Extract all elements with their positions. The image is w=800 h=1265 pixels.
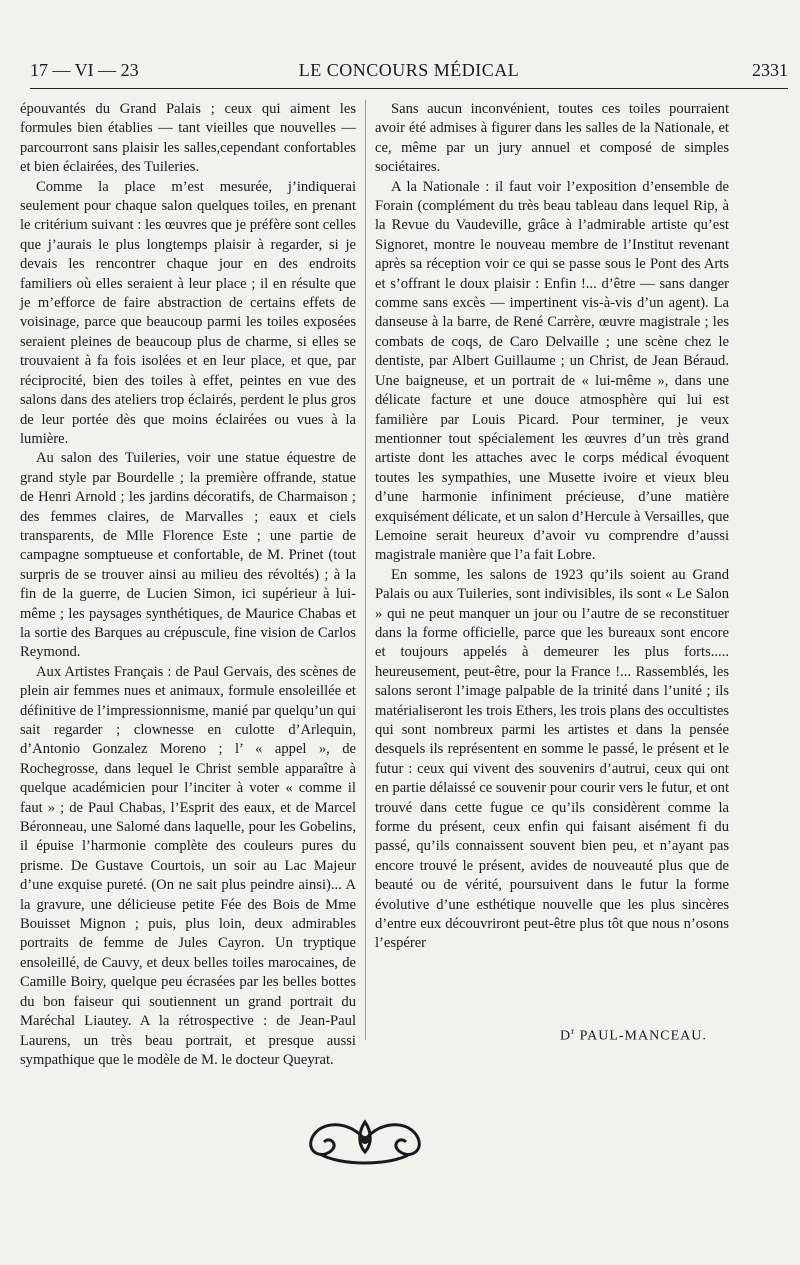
right-column <box>375 100 729 954</box>
paragraph: Au salon des Tuileries, voir une statue équestre de grand style par Bourdelle ; la première offrande, statue de Henri Arnold ; les jardins décoratifs, de Charmaison ; des femmes claires, de Marvalles ; eaux et ciels transparents, de Mlle Florence Este ; une partie de campagne somptueuse et confortable, de M. Prinet (tout surpris de se trouver ainsi au milieu des révoltés) ; à la fin de la guerre, de Lucien Simon, ici supérieur à lui-même ; les paysages synthétiques, de Maurice Chabas et la sortie des Barques au crépuscule, fine vision de Carlos Reymond. <box>20 450 356 661</box>
paragraph: Comme la place m’est mesurée, j’indiquerai seulement pour chaque salon quelques toiles, en prenant le critérium suivant : les œuvres que je préfère sont celles que j’aurais le plus longtemps plaisir à regarder, si je devais les rencontrer chaque jour en des endroits familiers où elles seraient à leur place ; il en résulte que je m’efforce de faire abstraction de certains effets de voisinage, parce que beaucoup parmi les toiles exposées seraient pleines de beaucoup plus de charme, si elles se trouvaient à fa fois isolées et en leur place, et que, par réciprocité, bien des toiles à effet, peintes en vue des salons dans des ateliers trop éclairés, perdent le plus gros de leur portée dès que moins éclairées ou vues à la lumière. <box>20 178 356 447</box>
paragraph: Aux Artistes Français : de Paul Gervais, des scènes de plein air femmes nues et animaux, formule ensoleillée et définitive de l’impressionnisme, manié par quelqu’un qui sait regarder ; clownesse en culotte d’Arlequin, d’Antonio Gonzalez Moreno ; l’ « appel », de Rochegrosse, dans lequel le Christ semble apparaître à quelque académicien pour l’inciter à voter « comme il faut » ; de Paul Chabas, l’Esprit des eaux, et de Marcel Béronneau, une Salomé dans laquelle, pour les Gobelins, il épuise l’harmonie complète des couleurs pures du prisme. De Gustave Courtois, un soir au Lac Majeur d’une exquise pureté. (On ne sait plus peindre ainsi)... A la gravure, une délicieuse petite Fée des Bois de Mme Bouisset Mignon ; puis, plus loin, deux admirables portraits de femme de Jules Cayron. Un tryptique ensoleillé, de Cauvy, et deux belles toiles marocaines, de Camille Boiry, quelque peu écrasées par les belles bottes du bon faiseur qui soutiennent un grand portrait du Maréchal Liautey. A la rétrospective : de Jean-Paul Laurens, un très beau portrait, et presque aussi sympathique que le modèle de M. le docteur Queyrat. <box>20 663 356 1068</box>
paragraph: A la Nationale : il faut voir l’exposition d’ensemble de Forain (complément du très beau tableau dans lequel Rip, à la Revue du Vaudeville, grâce à l’admirable artiste qu’est Signoret, montre le nouveau membre de l’Institut revenant après sa réception voir ce qui se passe sous le Pont des Arts et s’offrant le doux plaisir : Enfin !... d’être — sans danger comme sans excès — impertinent vis-à-vis d’un agent). La danseuse à la barre, de René Carrère, œuvre magistrale ; les combats de coqs, de Caro Delvaille ; une scène chez le dentiste, par Albert Guillaume ; un Christ, de Jean Béraud. Une baigneuse, et un portrait de « lui-même », dans une délicate facture et une douce atmosphère qui lui est familière par Louis Picard. Pour terminer, je veux mentionner tout spécialement les œuvres d’un très grand artiste dont les attaches avec le corps médical évoquent toutes les sympathies, une Musette ivoire et vieux bleu d’une harmonie infiniment précieuse, d’une matière exquisément délicate, et un salon d’Hercule à Versailles, que Lemoine serait heureux d’avoir vu comprendre d’aussi magistrale manière que l’a fait Lobre. <box>375 178 729 564</box>
running-header <box>30 58 788 89</box>
column-divider <box>365 100 366 1040</box>
issue-date: 17 — VI — 23 <box>30 60 139 80</box>
paragraph: En somme, les salons de 1923 qu’ils soient au Grand Palais ou aux Tuileries, sont indivisibles, ils sont « Le Salon » qui ne peut manquer un jour ou l’autre de se reconstituer dans la forme officielle, parce que les bureaux sont encore et toujours appelés à demeurer les plus forts..... heureusement, peut-être, pour la France !... Rassemblés, les salons seront l’image palpable de la trinité dans l’unité ; ils matérialiseront les trois Ethers, les trois plans des occultistes qui sont nombreux parmi les artistes et dans la pensée desquels ils représentent en somme le passé, le présent et le futur : ceux qui vivent des souvenirs d’autrui, ceux qui ont en partie délaissé ce souvenir pour courir vers le futur, et ont trouvé dans cette fugue ce qu’ils considèrent comme la forme du présent, ceux enfin qui faisant aisément fi du passé, qu’ils connaissent souvent bien peu, et n’ayant pas encore trouvé le présent, avides de nouveauté plus que de beauté ou de vérité, poursuivent dans le futur la forme évolutive d’une esthétique nouvelle que les plus sincères d’entre eux découvriront peut-être plus tôt que nous n’osons l’espérer <box>375 566 729 952</box>
journal-title: LE CONCOURS MÉDICAL <box>298 60 520 80</box>
paragraph: Sans aucun inconvénient, toutes ces toiles pourraient avoir été admises à figurer dans les salles de la Nationale, et ce, même par un jury annuel et composé de simples sociétaires. <box>375 101 729 176</box>
ornament-icon <box>300 1110 430 1170</box>
signature-sup: r <box>571 1026 576 1036</box>
author-signature <box>560 1026 707 1045</box>
page-number: 2331 <box>752 60 788 80</box>
signature-prefix: D <box>560 1028 572 1044</box>
signature-name: PAUL-MANCEAU. <box>579 1028 707 1044</box>
left-column <box>20 100 356 1070</box>
paragraph: épouvantés du Grand Palais ; ceux qui aiment les formules bien établies — tant vieilles que nouvelles — parcourront sans plaisir les salles,cependant confortables et bien éclairées, des Tuileries. <box>20 101 356 176</box>
